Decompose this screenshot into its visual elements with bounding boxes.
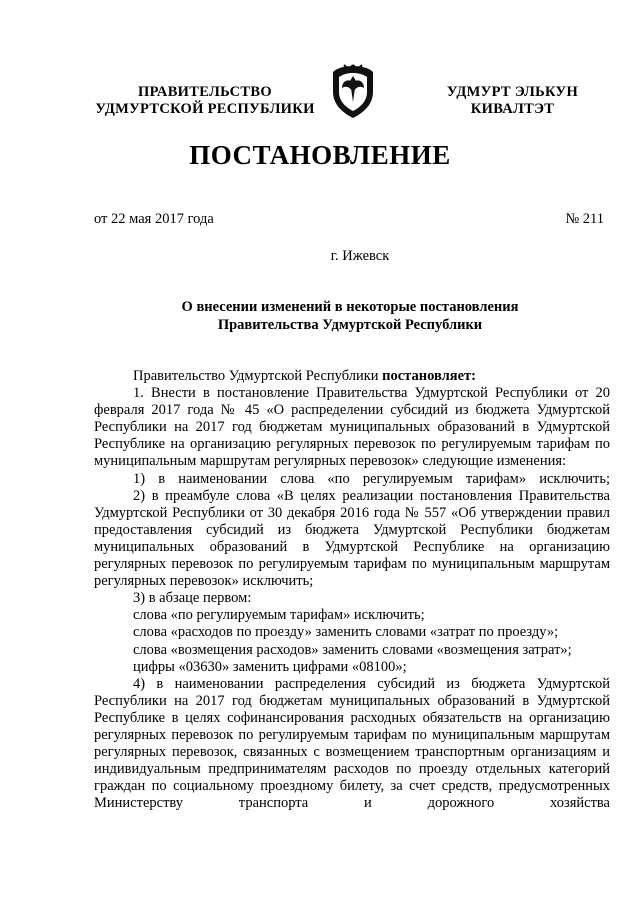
issuer-udm-line2: КИВАЛТЭТ (470, 101, 555, 117)
intro-verb: постановляет: (382, 368, 476, 384)
document-title: ПОСТАНОВЛЕНИЕ (189, 140, 451, 170)
document-number: № 211 (565, 211, 604, 227)
subject-line2: Правительства Удмуртской Республики (217, 317, 483, 333)
document-subject (140, 298, 560, 334)
coat-of-arms-icon (330, 62, 376, 120)
document-date: от 22 мая 2017 года (94, 211, 214, 227)
paragraph-2: 1) в наименовании слова «по регулируемым тарифам» исключить; (133, 470, 610, 487)
issuer-udm-line1: УДМУРТ ЭЛЬКУН (446, 84, 579, 100)
intro-paragraph (94, 368, 610, 385)
subject-line1: О внесении изменений в некоторые постановления (181, 299, 519, 315)
issuer-udm (430, 84, 595, 118)
document-body (94, 368, 610, 812)
issuer-ru (90, 84, 320, 118)
paragraph-1: 1. Внести в постановление Правительства Удмуртской Республики от 20 февраля 2017 года № 45 «О распределении субсидий из бюджета Удмуртской Республики на 2017 год бюджетам муниципальных образований в Удмуртской Республике на организацию регулярных перевозок по регулируемым тарифам по муниципальным маршрутам регулярных перевозок» следующие изменения: (94, 385, 610, 470)
paragraph-6: слова «расходов по проезду» заменить словами «затрат по проезду»; (133, 624, 559, 641)
document-city: г. Ижевск (330, 248, 390, 264)
intro-text: Правительство Удмуртской Республики (133, 368, 383, 384)
paragraph-4: 3) в абзаце первом: (133, 590, 252, 607)
paragraph-5: слова «по регулируемым тарифам» исключить; (133, 607, 425, 624)
paragraph-7: слова «возмещения расходов» заменить словами «возмещения затрат»; (133, 641, 572, 658)
paragraph-3: 2) в преамбуле слова «В целях реализации постановления Правительства Удмуртской Республики от 30 декабря 2016 года № 557 «Об утверждении правил предоставления субсидий из бюджета Удмуртской Республики бюджетам муниципальных образований в Удмуртской Республике на организацию регулярных перевозок по регулируемым тарифам по муниципальным маршрутам регулярных перевозок» исключить; (94, 487, 610, 590)
paragraph-8: цифры «03630» заменить цифрами «08100»; (133, 658, 407, 675)
paragraph-9: 4) в наименовании распределения субсидий из бюджета Удмуртской Республики на 2017 год бюджетам муниципальных образований в Удмуртской Республике в целях софинансирования расходных обязательств на организацию регулярных перевозок по регулируемым тарифам по муниципальным маршрутам регулярных перевозок, связанных с возмещением транспортным организациям и индивидуальным предпринимателям расходов по проезду отдельных категорий граждан по социальному проездному билету, за счет средств, предусмотренных Министерству транспорта и дорожного хозяйства (94, 675, 610, 812)
issuer-ru-line1: ПРАВИТЕЛЬСТВО (138, 84, 272, 100)
issuer-ru-line2: УДМУРТСКОЙ РЕСПУБЛИКИ (95, 101, 315, 117)
